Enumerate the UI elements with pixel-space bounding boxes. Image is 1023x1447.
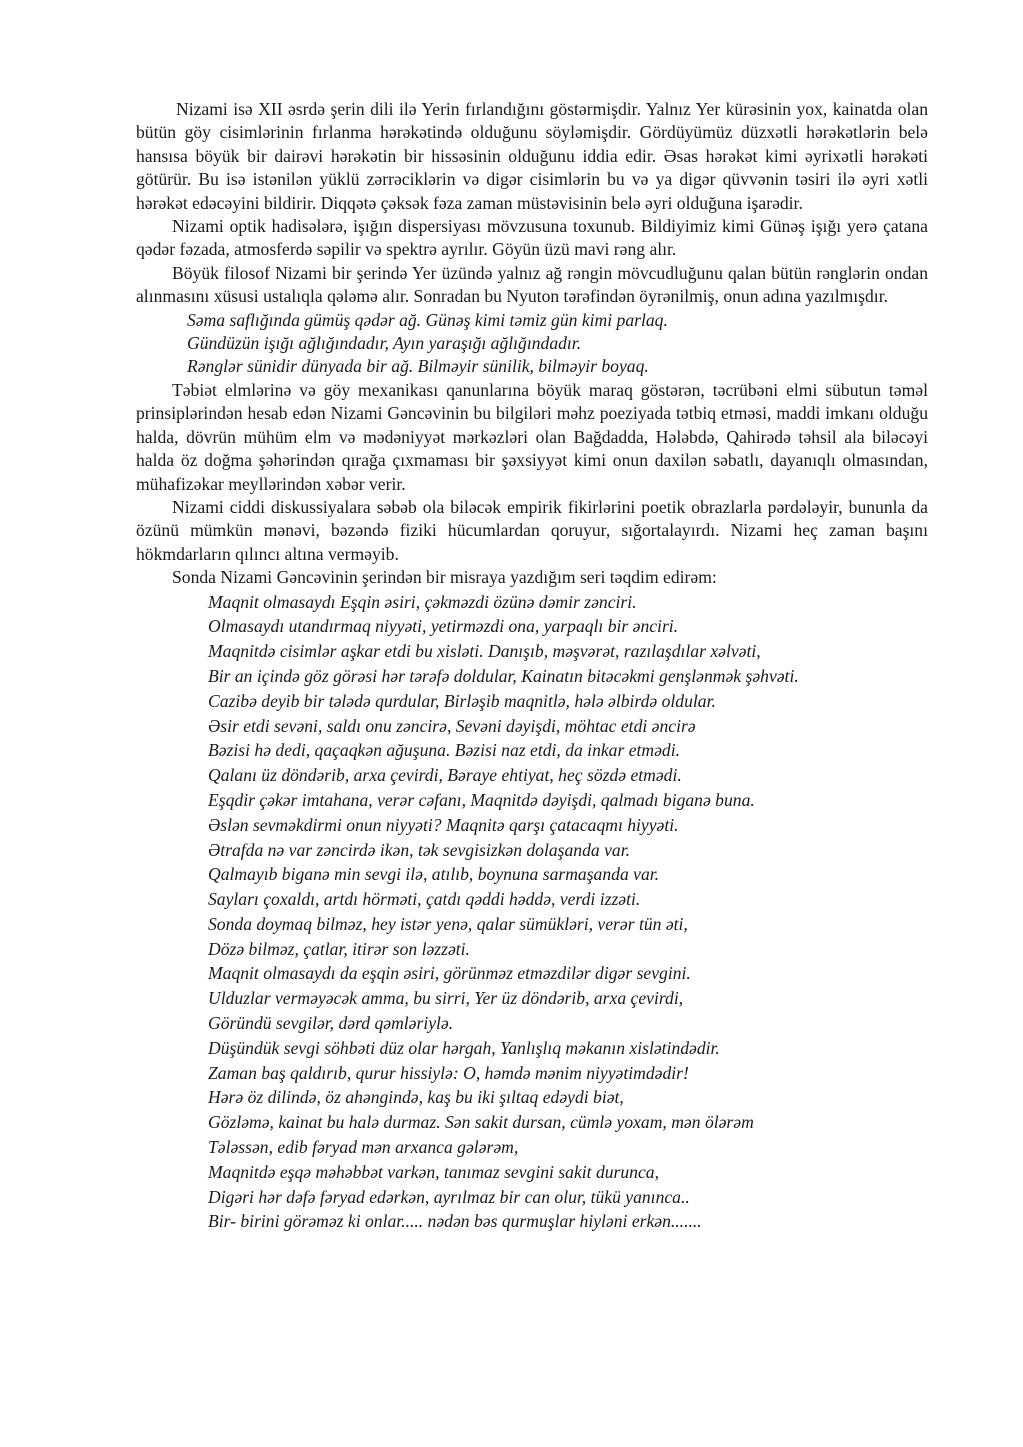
paragraph: Nizami ciddi diskussiyalara səbəb ola biləcək empirik fikirlərini poetik obrazlarla pərdələyir, bununla da özünü mümkün mənəvi, bəzəndə fiziki hücumlardan qoruyur, sığortalayırdı. Nizami heç zaman başını hökmdarların qılıncı altına verməyib. (136, 496, 928, 564)
verse-line: Sayları çoxaldı, artdı hörməti, çatdı qəddi həddə, verdi izzəti. (208, 889, 641, 910)
poem-quote-2 (136, 590, 928, 1235)
verse-line: Dözə bilməz, çatlar, itirər son ləzzəti. (208, 938, 470, 959)
verse-line: Digəri hər dəfə fəryad edərkən, ayrılmaz bir can olur, tükü yanınca.. (208, 1186, 690, 1207)
verse-line: Ulduzlar verməyəcək amma, bu sirri, Yer üz döndərib, arxa çevirdi, (208, 988, 684, 1009)
verse-line: Tələssən, edib fəryad mən arxanca gələrəm, (208, 1137, 519, 1158)
paragraph: Nizami isə XII əsrdə şerin dili ilə Yerin fırlandığını göstərmişdir. Yalnız Yer kürəsinin yox, kainatda olan bütün göy cisimlərinin fırlanma hərəkətində olduğunu söyləmişdir. Gördüyümüz düzxətli hərəkətlərin belə hansısa böyük bir dairəvi hərəkətin bir hissəsinin olduğunu iddia edir. Əsas hərəkət kimi əyrixətli hərəkəti götürür. Bu isə istənilən yüklü zərrəciklərin və digər cisimlərin bu və ya digər qüvvənin təsiri ilə əyri xətli hərəkət edəcəyini bildirir. Diqqətə çəksək fəza zaman müstəvisinin belə əyri olduğuna işarədir. (136, 99, 928, 213)
verse-line: Qalmayıb biganə min sevgi ilə, atılıb, boynuna sarmaşanda var. (208, 864, 660, 885)
verse-line: Cazibə deyib bir tələdə qurdular, Birləşib maqnitlə, hələ əlbirdə oldular. (208, 690, 716, 711)
paragraph: Böyük filosof Nizami bir şerində Yer üzündə yalnız ağ rəngin mövcudluğunu qalan bütün rənglərin ondan alınmasını xüsusi ustalıqla qələmə alır. Sonradan bu Nyuton tərəfindən öyrənilmiş, onun adına yazılmışdır. (136, 262, 928, 307)
verse-line: Rənglər sünidir dünyada bir ağ. Bilməyir sünilik, bilməyir boyaq. (187, 356, 649, 377)
paragraph: Nizami optik hadisələrə, işığın dispersiyası mövzusuna toxunub. Bildiyimiz kimi Günəş işığı yerə çatana qədər fəzada, atmosferdə səpilir və spektrə ayrılır. Göyün üzü mavi rəng alır. (136, 216, 928, 260)
verse-line: Bir- birini görəməz ki onlar..... nədən bəs qurmuşlar hiyləni erkən....... (208, 1211, 702, 1232)
verse-line: Zaman baş qaldırıb, qurur hissiylə: O, həmdə mənim niyyətimdədir! (208, 1062, 689, 1083)
verse-line: Hərə öz dilində, öz ahəngində, kaş bu iki şıltaq edəydi biət, (208, 1087, 624, 1108)
verse-line: Düşündük sevgi söhbəti düz olar hərgah, Yanlışlıq məkanın xislətindədir. (208, 1037, 720, 1058)
verse-line: Maqnitdə cisimlər aşkar etdi bu xisləti. Danışıb, məşvərət, razılaşdılar xəlvəti, (208, 641, 761, 662)
verse-line: Ətrafda nə var zəncirdə ikən, tək sevgisizkən dolaşanda var. (208, 839, 630, 860)
body-text (136, 98, 928, 1234)
verse-line: Maqnitdə eşqə məhəbbət varkən, tanımaz sevgini sakit durunca, (208, 1161, 659, 1182)
verse-line: Maqnit olmasaydı da eşqin əsiri, görünməz etməzdilər digər sevgini. (208, 963, 691, 984)
verse-line: Göründü sevgilər, dərd qəmləriylə. (208, 1013, 454, 1034)
verse-line: Eşqdir çəkər imtahana, verər cəfanı, Maqnitdə dəyişdi, qalmadı biganə buna. (208, 789, 755, 810)
poem-quote-1 (136, 309, 928, 379)
verse-line: Gündüzün işığı ağlığındadır, Ayın yaraşığı ağlığındadır. (187, 333, 582, 354)
verse-line: Səma saflığında gümüş qədər ağ. Günəş kimi təmiz gün kimi parlaq. (187, 309, 668, 330)
paragraph: Təbiət elmlərinə və göy mexanikası qanunlarına böyük maraq göstərən, təcrübəni elmi sübutun təməl prinsiplərindən hesab edən Nizami Gəncəvinin bu bilgiləri məhz poeziyada tətbiq etməsi, maddi imkanı olduğu halda, dövrün mühüm elm və mədəniyyət mərkəzləri olan Bağdadda, Hələbdə, Qahirədə təhsil ala biləcəyi halda öz doğma şəhərindən qırağa çıxmaması bir şəxsiyyət kimi onun daxilən səbatlı, dayanıqlı olmasından, mühafizəkar meyllərindən xəbər verir. (136, 379, 928, 494)
verse-line: Əsir etdi sevəni, saldı onu zəncirə, Sevəni dəyişdi, möhtac etdi əncirə (208, 715, 696, 736)
verse-line: Gözləmə, kainat bu halə durmaz. Sən sakit dursan, cümlə yoxam, mən ölərəm (208, 1112, 754, 1133)
verse-line: Sonda doymaq bilməz, hey istər yenə, qalar sümükləri, verər tün əti, (208, 913, 688, 934)
verse-line: Əslən sevməkdirmi onun niyyəti? Maqnitə qarşı çatacaqmı hiyyəti. (208, 814, 679, 835)
paragraph: Sonda Nizami Gəncəvinin şerindən bir misraya yazdığım seri təqdim edirəm: (172, 567, 717, 588)
verse-line: Olmasaydı utandırmaq niyyəti, yetirməzdi ona, yarpaqlı bir ənciri. (208, 616, 679, 637)
verse-line: Bəzisi hə dedi, qaçaqkən ağuşuna. Bəzisi naz etdi, da inkar etmədi. (208, 740, 681, 761)
verse-line: Maqnit olmasaydı Eşqin əsiri, çəkməzdi özünə dəmir zənciri. (208, 591, 637, 612)
verse-line: Bir an içində göz görəsi hər tərəfə doldular, Kainatın bitəcəkmi genşlənmək şəhvəti. (208, 665, 799, 686)
verse-line: Qalanı üz döndərib, arxa çevirdi, Bəraye ehtiyat, heç sözdə etmədi. (208, 765, 682, 786)
